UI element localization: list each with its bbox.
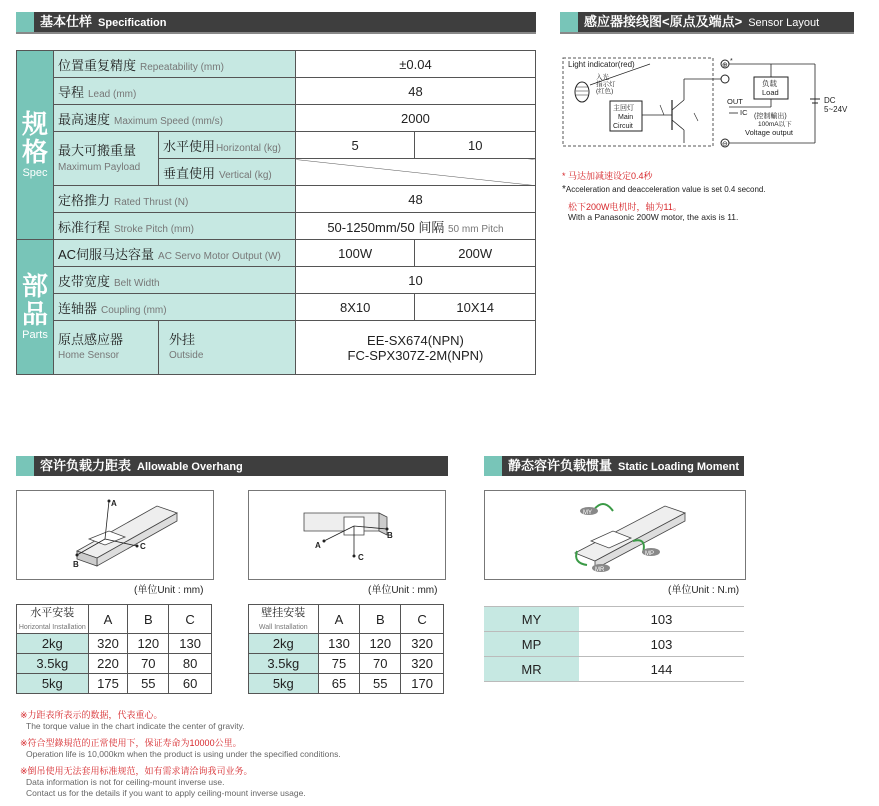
lead-value: 48 xyxy=(295,78,535,105)
cell: 120 xyxy=(360,634,401,654)
home-type-en: Outside xyxy=(168,349,204,361)
section-accent xyxy=(16,12,34,32)
incident-cn1: 入光 xyxy=(596,74,609,81)
overhang-title-en: Allowable Overhang xyxy=(137,461,243,473)
cell: 55 xyxy=(360,674,401,694)
wall-head-cn: 壁挂安装 xyxy=(261,606,306,619)
coupling-value-1: 8X10 xyxy=(295,294,415,321)
table-row-label: 2kg xyxy=(249,634,319,654)
ic-label: IC xyxy=(740,108,748,117)
stroke-cn: 标准行程 xyxy=(57,219,110,235)
label-c: C xyxy=(358,553,364,562)
main-circuit-en2: Circuit xyxy=(613,123,633,130)
stroke-value-en: 50 mm Pitch xyxy=(448,223,504,235)
sensor-rule xyxy=(560,32,854,34)
table-row-label: 3.5kg xyxy=(17,654,89,674)
stroke-value xyxy=(295,213,535,240)
label-b: B xyxy=(387,531,393,540)
spec-section-header xyxy=(16,12,536,32)
moment-table xyxy=(484,606,744,682)
horizontal-use-cn: 水平使用 xyxy=(162,138,215,154)
horizontal-overhang-table xyxy=(16,604,212,694)
parts-cat-char1: 部 xyxy=(21,271,48,301)
label-mp: MP xyxy=(645,551,654,557)
coupling-label xyxy=(53,294,295,321)
overhang-title-cn: 容许负载力距表 xyxy=(40,458,132,473)
cell: 70 xyxy=(360,654,401,674)
load-cn: 负载 xyxy=(762,79,777,88)
sensor-note2-cn: 松下200W电机时，轴为11。 xyxy=(568,202,682,212)
led-icon xyxy=(575,82,589,102)
horizontal-unit: (单位Unit : mm) xyxy=(134,585,204,596)
note-3-en2: Contact us for the details if you want to apply ceiling-mount inverse usage. xyxy=(26,788,306,798)
sensor-note2-en: With a Panasonic 200W motor, the axis is 11. xyxy=(568,212,739,222)
parts-category xyxy=(17,240,54,375)
cell: 70 xyxy=(128,654,169,674)
spec-cat-char2: 格 xyxy=(21,137,48,167)
note-2-cn: ※符合型錄規范的正常使用下，保证寿命为10000公里。 xyxy=(20,738,242,748)
spec-category xyxy=(17,51,54,240)
moment-row-label: MY xyxy=(484,607,579,632)
incident-cn2: 指示灯 xyxy=(596,81,616,88)
label-a: A xyxy=(315,541,321,550)
spec-title-en: Specification xyxy=(98,17,167,29)
coupling-en: Coupling (mm) xyxy=(101,304,167,316)
lead-cn: 导程 xyxy=(57,84,84,100)
voltage-output-label: Voltage output xyxy=(745,128,793,137)
spec-rule xyxy=(16,32,536,34)
moment-value: 144 xyxy=(579,657,744,682)
cell: 220 xyxy=(88,654,128,674)
stroke-value-cn: 50-1250mm/50 间隔 xyxy=(327,219,445,235)
rated-thrust-en: Rated Thrust (N) xyxy=(114,196,189,208)
moment-title-en: Static Loading Moment xyxy=(618,461,740,473)
dc-voltage: 5~24V xyxy=(824,105,848,114)
note-3-cn: ※倒吊使用无法套用标准规范，如有需求请洽询我司业务。 xyxy=(20,766,253,776)
wall-diagram-box xyxy=(248,490,446,580)
horizontal-payload-1: 5 xyxy=(295,132,415,159)
cell: 120 xyxy=(128,634,169,654)
main-circuit-en1: Main xyxy=(618,114,634,121)
motor-label xyxy=(53,240,295,267)
home-type-cn: 外挂 xyxy=(168,331,195,347)
col-b: B xyxy=(360,605,401,634)
motor-value-1: 100W xyxy=(295,240,415,267)
cell: 320 xyxy=(401,634,444,654)
table-row-label: 5kg xyxy=(249,674,319,694)
control-output-cn: (控制輸出) xyxy=(754,113,787,120)
stroke-label xyxy=(53,213,295,240)
col-b: B xyxy=(128,605,169,634)
moment-value: 103 xyxy=(579,632,744,657)
repeatability-en: Repeatability (mm) xyxy=(140,61,224,73)
section-accent xyxy=(484,456,502,476)
dc-label: DC xyxy=(824,96,836,105)
wall-unit: (单位Unit : mm) xyxy=(368,585,438,596)
belt-value: 10 xyxy=(295,267,535,294)
cell: 130 xyxy=(169,634,212,654)
cell: 170 xyxy=(401,674,444,694)
sensor-title-cn: 感应器接线图<原点及端点> xyxy=(584,14,743,29)
note-1-en: The torque value in the chart indicate the center of gravity. xyxy=(26,721,245,731)
spec-title-cn: 基本仕样 xyxy=(40,14,93,29)
home-sensor-model-2: FC-SPX307Z-2M(NPN) xyxy=(347,347,484,363)
sensor-note1-en xyxy=(562,184,766,195)
spec-cat-char1: 规 xyxy=(21,109,48,139)
spec-cat-en: Spec xyxy=(22,167,48,179)
belt-cn: 皮带宽度 xyxy=(57,273,110,289)
rated-thrust-cn: 定格推力 xyxy=(57,192,110,208)
horizontal-table-head xyxy=(17,605,89,634)
max-speed-en: Maximum Speed (mm/s) xyxy=(114,115,223,127)
sensor-note1-cn: * 马达加减速设定0.4秒 xyxy=(562,171,653,181)
overhang-section-header xyxy=(16,456,448,476)
col-a: A xyxy=(88,605,128,634)
moment-section-header xyxy=(484,456,744,476)
lead-label xyxy=(53,78,295,105)
moment-unit: (单位Unit : N.m) xyxy=(668,585,740,596)
max-payload-en: Maximum Payload xyxy=(57,161,141,173)
parts-cat-char2: 品 xyxy=(21,299,48,329)
light-indicator-label: Light indicator(red) xyxy=(568,60,635,69)
section-accent xyxy=(560,12,578,32)
table-row-label: 3.5kg xyxy=(249,654,319,674)
home-sensor-en: Home Sensor xyxy=(57,349,120,361)
col-c: C xyxy=(169,605,212,634)
col-a: A xyxy=(318,605,360,634)
moment-diagram-box xyxy=(484,490,746,580)
note-2-en: Operation life is 10,000km when the product is using under the specified conditions. xyxy=(26,749,341,759)
moment-title-cn: 静态容许负载惯量 xyxy=(508,458,613,473)
note-1-cn: ※力距表所表示的数据，代表重心。 xyxy=(20,710,163,720)
moment-row-label: MP xyxy=(484,632,579,657)
motor-cn: AC伺服马达容量 xyxy=(57,246,155,262)
label-c: C xyxy=(140,542,146,551)
parts-cat-en: Parts xyxy=(22,329,48,341)
vertical-use-label xyxy=(158,159,295,186)
control-output-ma: 100mA以下 xyxy=(758,121,792,128)
moment-axis-diagram xyxy=(485,491,745,579)
cell: 175 xyxy=(88,674,128,694)
label-mr: MR xyxy=(595,567,605,573)
wall-table-head xyxy=(249,605,319,634)
home-type-label xyxy=(158,321,295,375)
table-row-label: 2kg xyxy=(17,634,89,654)
cell: 75 xyxy=(318,654,360,674)
incident-cn3: (红色) xyxy=(596,88,614,95)
out-label: OUT xyxy=(727,97,743,106)
spec-table xyxy=(16,50,536,375)
cell: 320 xyxy=(401,654,444,674)
coupling-value-2: 10X14 xyxy=(415,294,536,321)
vertical-use-en: Vertical (kg) xyxy=(218,169,272,181)
sensor-note1-en-text: Acceleration and deacceleration value is set 0.4 second. xyxy=(565,185,766,194)
max-speed-cn: 最高速度 xyxy=(57,111,110,127)
sensor-section-header xyxy=(560,12,854,32)
stroke-en: Stroke Pitch (mm) xyxy=(114,223,195,235)
rated-thrust-value: 48 xyxy=(295,186,535,213)
wall-axis-diagram xyxy=(249,491,445,579)
minus-sign: ⊖ xyxy=(722,141,728,148)
sensor-title-en: Sensor Layout xyxy=(748,17,820,29)
moment-row-label: MR xyxy=(484,657,579,682)
label-a: A xyxy=(111,499,117,508)
horizontal-diagram-box xyxy=(16,490,214,580)
belt-en: Belt Width xyxy=(114,277,160,289)
cell: 60 xyxy=(169,674,212,694)
coupling-cn: 连轴器 xyxy=(57,300,97,316)
wall-overhang-table xyxy=(248,604,444,694)
note-3-en: Data information is not for ceiling-mount inverse use. xyxy=(26,777,225,787)
repeatability-value: ±0.04 xyxy=(295,51,535,78)
home-sensor-cn: 原点感应器 xyxy=(57,331,123,347)
belt-label xyxy=(53,267,295,294)
col-c: C xyxy=(401,605,444,634)
wall-head-en: Wall Installation xyxy=(258,623,308,631)
horizontal-use-label xyxy=(158,132,295,159)
main-circuit-cn: 主回灯 xyxy=(613,105,634,112)
cell: 80 xyxy=(169,654,212,674)
sensor-note1-star: * xyxy=(562,184,566,195)
section-accent xyxy=(16,456,34,476)
rated-thrust-label xyxy=(53,186,295,213)
horizontal-payload-2: 10 xyxy=(415,132,536,159)
repeatability-cn: 位置重复精度 xyxy=(57,57,136,73)
cell: 320 xyxy=(88,634,128,654)
horizontal-axis-diagram xyxy=(17,491,213,579)
max-speed-value: 2000 xyxy=(295,105,535,132)
motor-en: AC Servo Motor Output (W) xyxy=(158,250,281,262)
home-sensor-value xyxy=(295,321,535,375)
notes-block xyxy=(20,710,440,799)
vertical-use-cn: 垂直使用 xyxy=(162,165,215,181)
max-speed-label xyxy=(53,105,295,132)
sensor-wiring-diagram xyxy=(560,55,860,167)
label-b: B xyxy=(73,560,79,569)
output-terminal xyxy=(721,75,729,83)
horizontal-head-cn: 水平安装 xyxy=(30,606,75,619)
cell: 55 xyxy=(128,674,169,694)
moment-value: 103 xyxy=(579,607,744,632)
home-sensor-model-1: EE-SX674(NPN) xyxy=(367,332,464,348)
max-payload-label xyxy=(53,132,158,186)
horizontal-head-en: Horizontal Installation xyxy=(18,623,86,631)
cell: 65 xyxy=(318,674,360,694)
table-row-label: 5kg xyxy=(17,674,89,694)
sensor-star: * xyxy=(730,58,733,65)
repeatability-label xyxy=(53,51,295,78)
lead-en: Lead (mm) xyxy=(88,88,137,100)
horizontal-use-en: Horizontal (kg) xyxy=(215,142,281,154)
plus-sign: ⊕ xyxy=(722,62,728,69)
load-en: Load xyxy=(762,88,779,97)
cell: 130 xyxy=(318,634,360,654)
vertical-payload-na xyxy=(295,159,535,186)
label-my: MY xyxy=(583,510,592,516)
max-payload-cn: 最大可搬重量 xyxy=(57,142,136,158)
motor-value-2: 200W xyxy=(415,240,536,267)
home-sensor-label xyxy=(53,321,158,375)
